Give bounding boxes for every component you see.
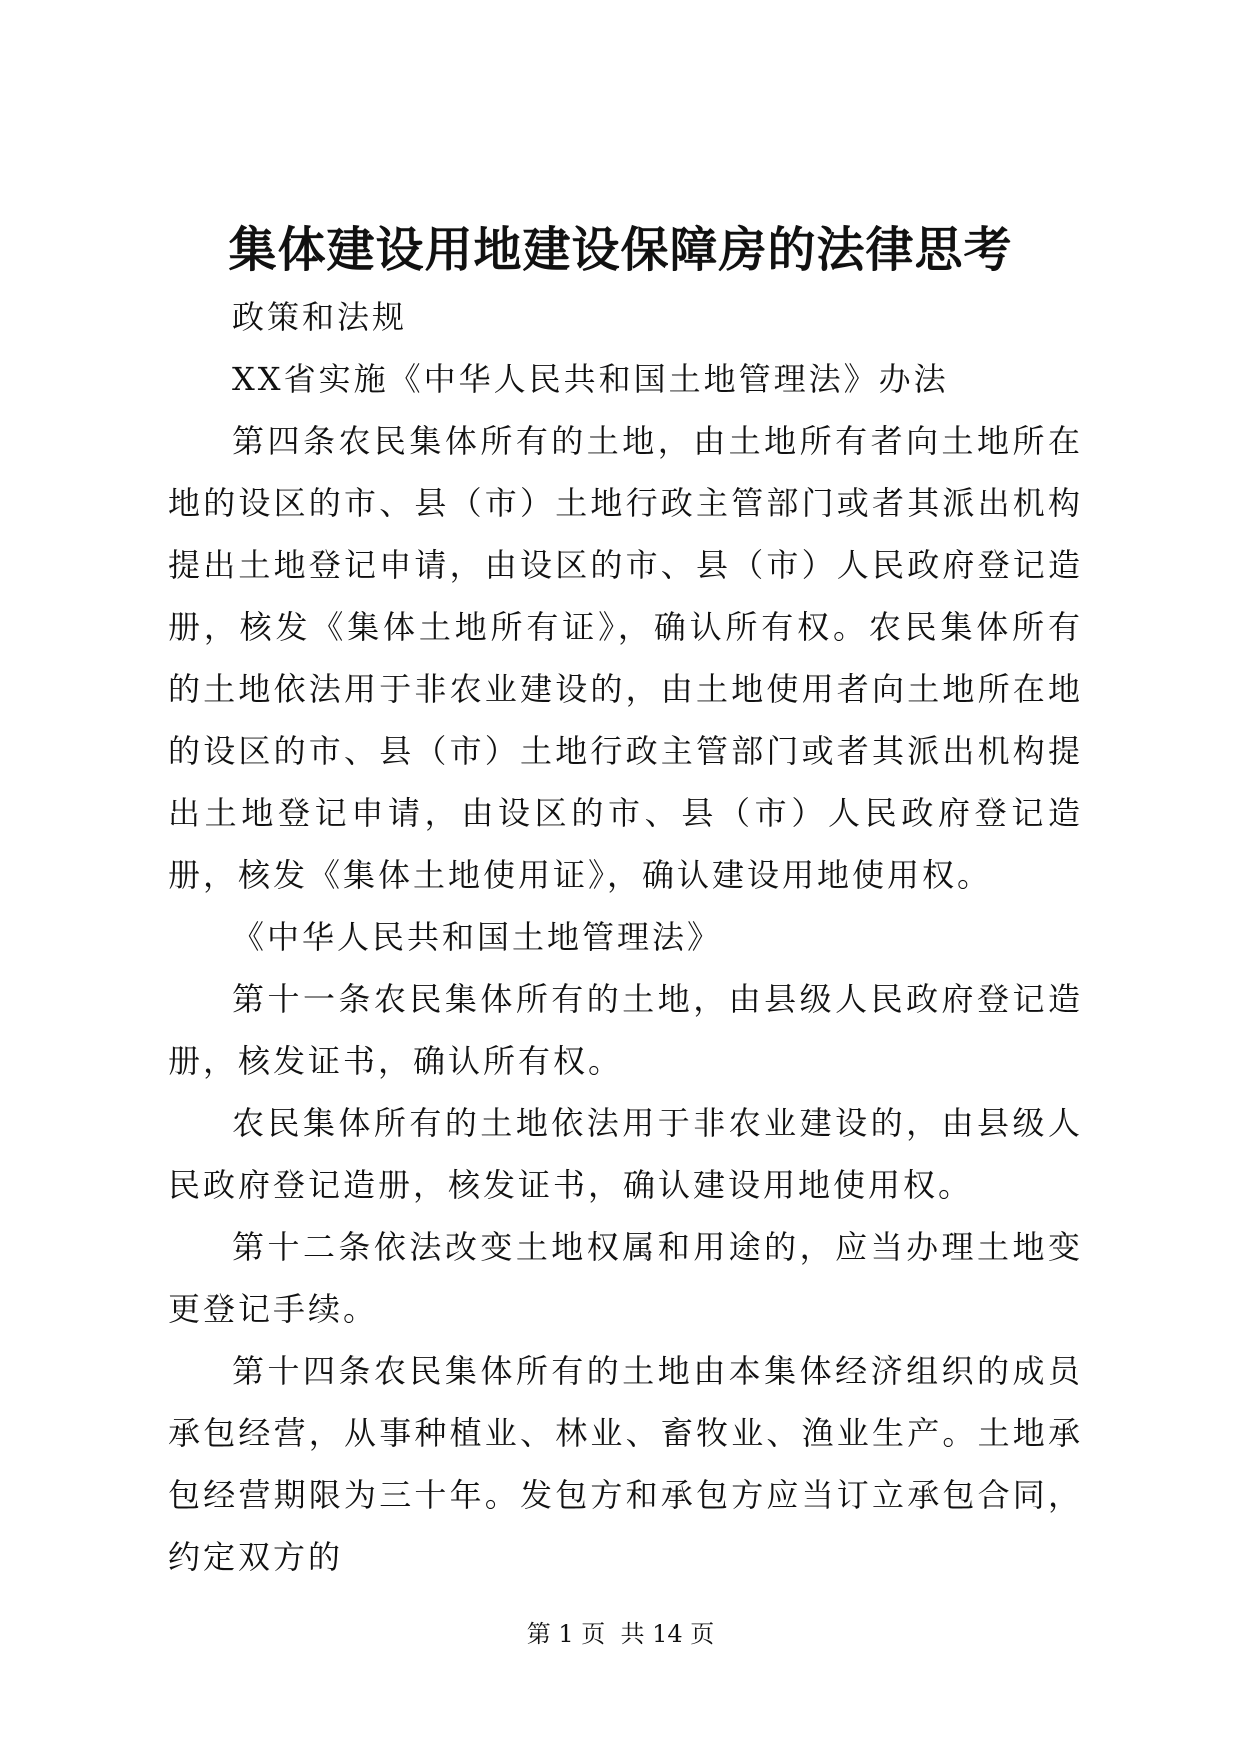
document-body — [168, 286, 1083, 1588]
paragraph: 第四条农民集体所有的土地，由土地所有者向土地所在地的设区的市、县（市）土地行政主管部门或者其派出机构提出土地登记申请，由设区的市、县（市）人民政府登记造册，核发《集体土地所有证》，确认所有权。农民集体所有的土地依法用于非农业建设的，由土地使用者向土地所在地的设区的市、县（市）土地行政主管部门或者其派出机构提出土地登记申请，由设区的市、县（市）人民政府登记造册，核发《集体土地使用证》，确认建设用地使用权。 — [168, 422, 1083, 894]
paragraph: 政策和法规 — [232, 298, 408, 336]
paragraph: 农民集体所有的土地依法用于非农业建设的，由县级人民政府登记造册，核发证书，确认建设用地使用权。 — [168, 1104, 1083, 1204]
paragraph: 第十一条农民集体所有的土地，由县级人民政府登记造册，核发证书，确认所有权。 — [168, 980, 1083, 1080]
page-number-label: 第 1 页 共 14 页 — [526, 1620, 715, 1648]
paragraph: 第十四条农民集体所有的土地由本集体经济组织的成员承包经营，从事种植业、林业、畜牧业、渔业生产。土地承包经营期限为三十年。发包方和承包方应当订立承包合同，约定双方的 — [168, 1352, 1083, 1576]
page-footer — [0, 1618, 1241, 1650]
paragraph: 第十二条依法改变土地权属和用途的，应当办理土地变更登记手续。 — [168, 1228, 1083, 1328]
paragraph: XX省实施《中华人民共和国土地管理法》办法 — [232, 360, 949, 398]
paragraph: 《中华人民共和国土地管理法》 — [232, 918, 723, 956]
document-title: 集体建设用地建设保障房的法律思考 — [228, 222, 1013, 278]
